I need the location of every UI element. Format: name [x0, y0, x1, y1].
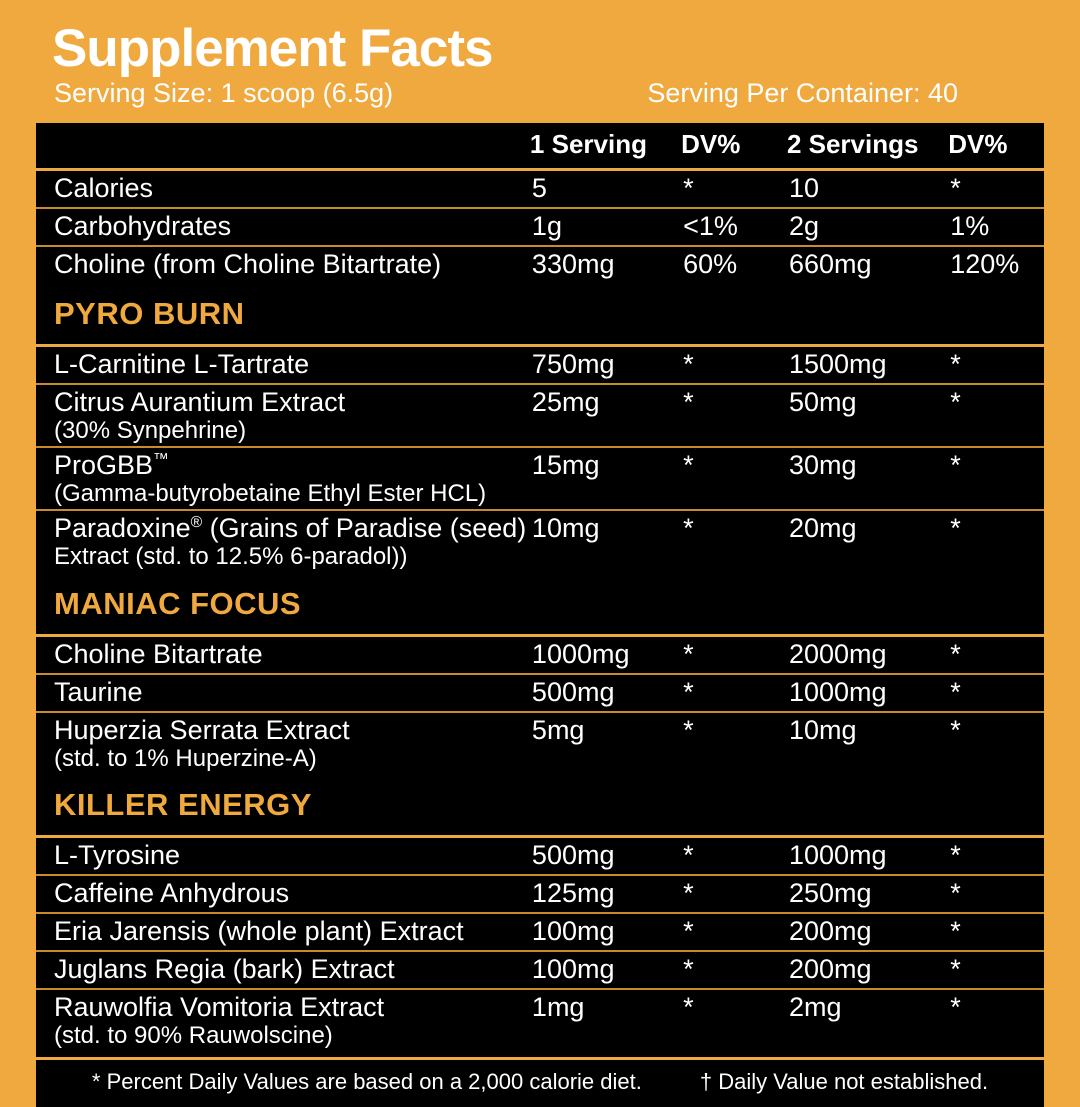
row-serving2-value: 2g [787, 208, 948, 246]
page-title: Supplement Facts [52, 19, 493, 78]
row-serving2-value: 250mg [787, 875, 948, 913]
row-dv1-value: * [681, 635, 787, 674]
row-ingredient: Caffeine Anhydrous [36, 875, 530, 913]
group-header-row [36, 283, 1044, 346]
table-row [36, 875, 1044, 913]
table-row [36, 989, 1044, 1051]
row-serving1-value: 25mg [530, 384, 681, 447]
row-dv1-value: * [681, 913, 787, 951]
row-dv1-value: * [681, 170, 787, 209]
row-dv2-value: * [948, 836, 1044, 875]
column-header-dv2: DV% [948, 129, 1008, 160]
table-row [36, 836, 1044, 875]
row-dv1-value: * [681, 875, 787, 913]
row-serving2-value: 200mg [787, 951, 948, 989]
row-serving2-value: 50mg [787, 384, 948, 447]
table-row [36, 346, 1044, 385]
row-dv1-value: * [681, 510, 787, 572]
row-serving1-value: 1mg [530, 989, 681, 1051]
row-ingredient: Eria Jarensis (whole plant) Extract [36, 913, 530, 951]
row-ingredient: L-Carnitine L-Tartrate [36, 346, 530, 385]
row-dv2-value: * [948, 170, 1044, 209]
row-serving2-value: 660mg [787, 246, 948, 283]
row-dv2-value: * [948, 510, 1044, 572]
table-row [36, 635, 1044, 674]
serving-size: Serving Size: 1 scoop (6.5g) [54, 78, 394, 109]
column-header-name [36, 123, 530, 170]
row-serving1-value: 500mg [530, 836, 681, 875]
row-dv2-value: * [948, 635, 1044, 674]
row-serving2-value: 1500mg [787, 346, 948, 385]
row-dv1-value: * [681, 674, 787, 712]
row-dv1-value: * [681, 836, 787, 875]
table-head [36, 123, 1044, 170]
row-ingredient: Choline (from Choline Bitartrate) [36, 246, 530, 283]
table-header-row [36, 123, 1044, 170]
row-ingredient: Taurine [36, 674, 530, 712]
column-header-serving1: 1 Serving [529, 129, 647, 160]
group-title: KILLER ENERGY [54, 786, 312, 822]
row-serving1-value: 500mg [530, 674, 681, 712]
table-row [36, 384, 1044, 447]
row-dv2-value: * [948, 712, 1044, 774]
row-ingredient: Carbohydrates [36, 208, 530, 246]
row-serving1-value: 5mg [530, 712, 681, 774]
row-serving1-value: 1g [530, 208, 681, 246]
table-row [36, 712, 1044, 774]
row-dv2-value: * [948, 674, 1044, 712]
row-serving1-value: 100mg [530, 913, 681, 951]
row-serving2-value: 30mg [787, 447, 948, 510]
table-row [36, 170, 1044, 209]
row-dv2-value: * [948, 951, 1044, 989]
footnote-not-established: † Daily Value not established. [699, 1068, 989, 1094]
row-serving1-value: 1000mg [530, 635, 681, 674]
row-ingredient: Huperzia Serrata Extract (std. to 1% Huperzine-A) [36, 712, 530, 774]
row-dv2-value: * [948, 913, 1044, 951]
row-serving1-value: 10mg [530, 510, 681, 572]
row-serving1-value: 330mg [530, 246, 681, 283]
footnote-daily-values: * Percent Daily Values are based on a 2,000 calorie diet. [91, 1068, 642, 1094]
row-serving1-value: 750mg [530, 346, 681, 385]
table-row [36, 208, 1044, 246]
row-dv2-value: 1% [948, 208, 1044, 246]
supplement-facts-table [36, 123, 1044, 1051]
row-serving2-value: 2000mg [787, 635, 948, 674]
row-dv1-value: * [681, 384, 787, 447]
column-header-dv1: DV% [681, 129, 741, 160]
table-row [36, 447, 1044, 510]
row-dv2-value: * [948, 989, 1044, 1051]
row-serving2-value: 1000mg [787, 674, 948, 712]
row-dv1-value: 60% [681, 246, 787, 283]
table-row [36, 246, 1044, 283]
row-dv2-value: * [948, 447, 1044, 510]
table-row [36, 951, 1044, 989]
row-ingredient: Paradoxine® (Grains of Paradise (seed) Extract (std. to 12.5% 6-paradol)) [36, 510, 530, 572]
row-dv1-value: * [681, 712, 787, 774]
facts-table-wrapper [36, 123, 1044, 1107]
row-dv1-value: * [681, 951, 787, 989]
row-dv2-value: 120% [948, 246, 1044, 283]
row-ingredient: Rauwolfia Vomitoria Extract (std. to 90% Rauwolscine) [36, 989, 530, 1051]
row-serving2-value: 200mg [787, 913, 948, 951]
row-serving1-value: 5 [530, 170, 681, 209]
row-ingredient: Choline Bitartrate [36, 635, 530, 674]
table-row [36, 913, 1044, 951]
row-serving2-value: 10mg [787, 712, 948, 774]
group-title: PYRO BURN [54, 296, 245, 332]
servings-per-container: Serving Per Container: 40 [647, 78, 958, 109]
row-dv2-value: * [948, 384, 1044, 447]
column-header-serving2: 2 Servings [786, 129, 919, 160]
table-row [36, 510, 1044, 572]
group-header-row [36, 573, 1044, 636]
group-header-row [36, 774, 1044, 837]
group-title: MANIAC FOCUS [54, 585, 302, 621]
row-dv1-value: * [681, 989, 787, 1051]
table-row [36, 674, 1044, 712]
row-ingredient: ProGBB™ (Gamma-butyrobetaine Ethyl Ester HCL) [36, 447, 530, 510]
row-serving2-value: 2mg [787, 989, 948, 1051]
row-ingredient: Juglans Regia (bark) Extract [36, 951, 530, 989]
row-serving1-value: 100mg [530, 951, 681, 989]
footnotes [36, 1060, 1044, 1107]
row-ingredient: Calories [36, 170, 530, 209]
row-serving2-value: 10 [787, 170, 948, 209]
row-ingredient: L-Tyrosine [36, 836, 530, 875]
row-dv2-value: * [948, 875, 1044, 913]
row-ingredient: Citrus Aurantium Extract (30% Synpehrine) [36, 384, 530, 447]
row-dv2-value: * [948, 346, 1044, 385]
row-serving1-value: 15mg [530, 447, 681, 510]
table-body [36, 170, 1044, 1051]
row-serving2-value: 1000mg [787, 836, 948, 875]
row-dv1-value: * [681, 447, 787, 510]
row-dv1-value: * [681, 346, 787, 385]
row-serving1-value: 125mg [530, 875, 681, 913]
serving-info [54, 78, 1040, 115]
row-serving2-value: 20mg [787, 510, 948, 572]
row-dv1-value: <1% [681, 208, 787, 246]
